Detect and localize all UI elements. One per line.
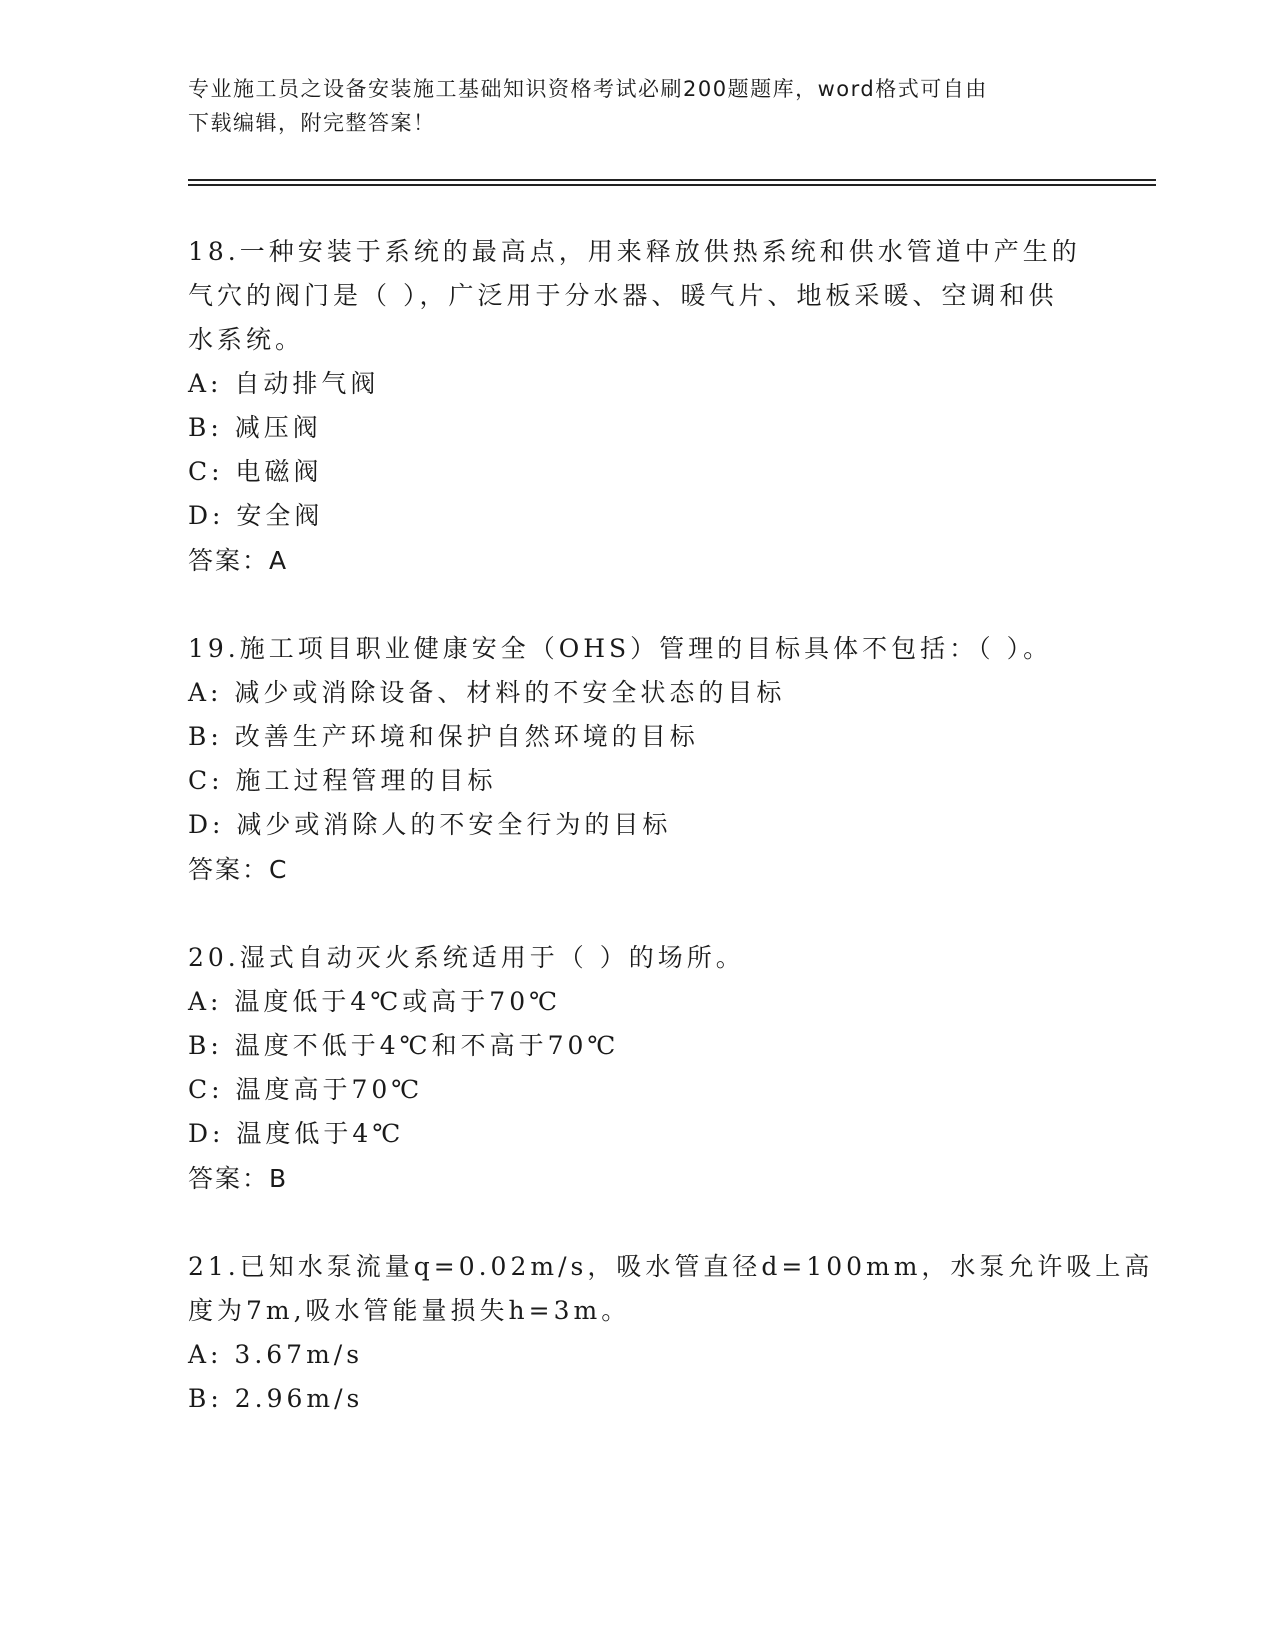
question-18-option-a: A: 自动排气阀	[188, 369, 380, 398]
question-21-stem-line-2: 度为7m,吸水管能量损失h=3m。	[188, 1296, 631, 1325]
header-line-2: 下载编辑，附完整答案！	[188, 111, 436, 135]
question-18-answer: 答案：A	[188, 546, 289, 575]
question-20-option-c: C: 温度高于70℃	[188, 1075, 424, 1104]
question-19-stem-line-1: 19.施工项目职业健康安全（OHS）管理的目标具体不包括：（ ）。	[188, 634, 1053, 663]
question-20-option-b: B: 温度不低于4℃和不高于70℃	[188, 1031, 620, 1060]
question-21-option-b: B: 2.96m/s	[188, 1384, 364, 1413]
question-19-option-c: C: 施工过程管理的目标	[188, 766, 497, 795]
question-20-answer: 答案：B	[188, 1164, 289, 1193]
question-20-option-a: A: 温度低于4℃或高于70℃	[188, 987, 562, 1016]
question-18-stem-line-3: 水系统。	[188, 325, 305, 354]
question-18-stem-line-1: 18.一种安装于系统的最高点，用来释放供热系统和供水管道中产生的	[188, 237, 1081, 266]
question-21-stem-line-1: 21.已知水泵流量q=0.02m/s，吸水管直径d=100mm，水泵允许吸上高	[188, 1252, 1154, 1281]
question-18-option-b: B: 减压阀	[188, 413, 322, 442]
question-18-option-c: C: 电磁阀	[188, 457, 323, 486]
question-19-answer: 答案：C	[188, 855, 289, 884]
question-20-option-d: D: 温度低于4℃	[188, 1119, 405, 1148]
question-19-option-b: B: 改善生产环境和保护自然环境的目标	[188, 722, 699, 751]
question-18-stem-line-2: 气穴的阀门是（ ），广泛用于分水器、暖气片、地板采暖、空调和供	[188, 281, 1058, 310]
header-line-1: 专业施工员之设备安装施工基础知识资格考试必刷200题题库，word格式可自由	[188, 77, 988, 101]
question-21-option-a: A: 3.67m/s	[188, 1340, 364, 1369]
header-rule-bottom	[188, 184, 1156, 186]
question-19-option-a: A: 减少或消除设备、材料的不安全状态的目标	[188, 678, 786, 707]
question-18-option-d: D: 安全阀	[188, 501, 324, 530]
header-rule-top	[188, 179, 1156, 181]
document-header	[188, 72, 1088, 140]
question-20-stem-line-1: 20.湿式自动灭火系统适用于（ ）的场所。	[188, 943, 745, 972]
question-19-option-d: D: 减少或消除人的不安全行为的目标	[188, 810, 672, 839]
